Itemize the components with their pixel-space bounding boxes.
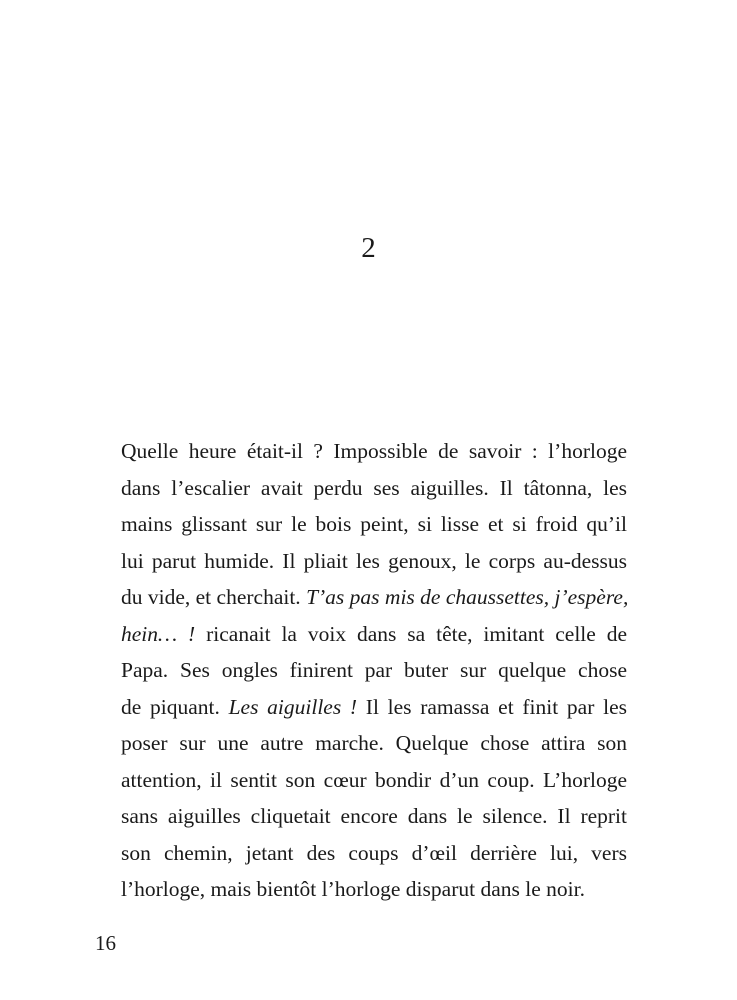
- italic-text-segment: T’as pas mis de chaussettes, j’espère,: [306, 585, 629, 609]
- text-segment: poser sur une autre marche. Quelque chose attira son: [121, 731, 627, 755]
- text-line: [121, 871, 627, 908]
- text-segment: l’horloge, mais bientôt l’horloge disparut dans le noir.: [121, 877, 585, 901]
- text-segment: Quelle heure était-il ? Impossible de savoir : l’horloge: [121, 439, 627, 463]
- text-line: [121, 543, 627, 580]
- text-segment: attention, il sentit son cœur bondir d’un coup. L’horloge: [121, 767, 627, 792]
- text-line: [121, 433, 627, 470]
- text-line: [121, 652, 627, 689]
- text-segment: lui parut humide. Il pliait les genoux, le corps au-dessus: [121, 548, 627, 573]
- text-line: [121, 470, 627, 507]
- text-segment: ricanait la voix dans sa tête, imitant celle de: [195, 621, 628, 646]
- text-line: [121, 506, 627, 543]
- text-line: [121, 798, 627, 835]
- text-line: [121, 725, 627, 762]
- text-segment: du vide, et cherchait.: [121, 585, 307, 609]
- text-line: [121, 616, 627, 653]
- text-segment: mains glissant sur le bois peint, si lisse et si froid qu’il: [121, 512, 627, 536]
- text-segment: Il les ramassa et finit par les: [357, 694, 627, 719]
- text-line: [121, 762, 627, 799]
- text-segment: son chemin, jetant des coups d’œil derrière lui, vers: [121, 840, 627, 865]
- italic-text-segment: Les aiguilles !: [228, 694, 358, 719]
- page-number: 16: [95, 931, 116, 955]
- chapter-paragraph: [121, 433, 627, 908]
- text-line: [121, 689, 627, 726]
- text-line: [121, 579, 627, 616]
- text-line: [121, 835, 627, 872]
- chapter-number: 2: [361, 232, 376, 264]
- text-segment: Papa. Ses ongles finirent par buter sur quelque chose: [121, 658, 627, 682]
- text-segment: de piquant.: [121, 694, 229, 719]
- text-segment: sans aiguilles cliquetait encore dans le silence. Il reprit: [121, 804, 627, 828]
- italic-text-segment: hein… !: [121, 621, 196, 646]
- text-segment: dans l’escalier avait perdu ses aiguilles. Il tâtonna, les: [121, 475, 627, 500]
